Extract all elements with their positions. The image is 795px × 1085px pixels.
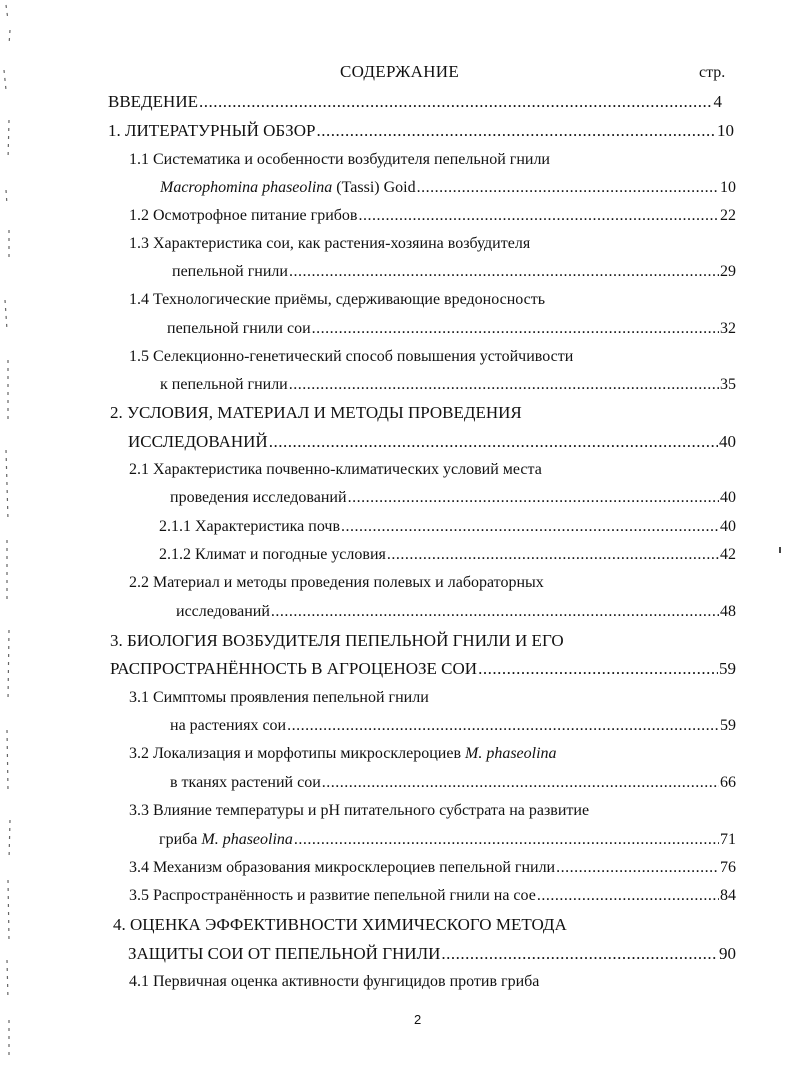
- toc-entry-2-1[interactable]: проведения исследований ..... 40: [170, 488, 736, 508]
- toc-entry-3-5[interactable]: 3.5 Распространённость и развитие пепельной гнили на сое ..... 84: [129, 886, 736, 906]
- toc-entry-4-1-line1: 4.1 Первичная оценка активности фунгицидов против гриба: [129, 973, 540, 990]
- toc-entry-chapter-3-line1: 3. БИОЛОГИЯ ВОЗБУДИТЕЛЯ ПЕПЕЛЬНОЙ ГНИЛИ И ЕГО: [110, 631, 564, 650]
- page-column-label: стр.: [699, 64, 726, 81]
- toc-entry-2-2[interactable]: исследований ..... 48: [176, 602, 736, 622]
- toc-entry-1-5[interactable]: к пепельной гнили ..... 35: [160, 375, 736, 395]
- toc-entry-3-3-line1: 3.3 Влияние температуры и pH питательного субстрата на развитие: [129, 802, 590, 819]
- toc-entry-intro[interactable]: ВВЕДЕНИЕ ..... 4: [108, 92, 722, 112]
- toc-entry-3-1-line1: 3.1 Симптомы проявления пепельной гнили: [129, 689, 429, 706]
- toc-entry-2-1-1[interactable]: 2.1.1 Характеристика почв ..... 40: [159, 517, 736, 537]
- toc-entry-2-1-line1: 2.1 Характеристика почвенно-климатических условий места: [129, 461, 542, 478]
- toc-entry-1-3[interactable]: пепельной гнили ..... 29: [172, 262, 736, 282]
- toc-entry-chapter-3[interactable]: РАСПРОСТРАНЁННОСТЬ В АГРОЦЕНОЗЕ СОИ ..... 59: [110, 659, 736, 679]
- toc-entry-1-1-line1: 1.1 Систематика и особенности возбудителя пепельной гнили: [129, 151, 550, 168]
- toc-entry-2-2-line1: 2.2 Материал и методы проведения полевых и лабораторных: [129, 574, 544, 591]
- toc-entry-chapter-4-line1: 4. ОЦЕНКА ЭФФЕКТИВНОСТИ ХИМИЧЕСКОГО МЕТОДА: [113, 915, 567, 934]
- toc-title: СОДЕРЖАНИЕ: [340, 62, 460, 81]
- toc-entry-1-4[interactable]: пепельной гнили сои ..... 32: [167, 319, 736, 339]
- page-number: 2: [414, 1012, 422, 1027]
- toc-entry-chapter-2[interactable]: ИССЛЕДОВАНИЙ ..... 40: [128, 432, 736, 452]
- toc-entry-1-2[interactable]: 1.2 Осмотрофное питание грибов ..... 22: [129, 206, 736, 226]
- toc-entry-1-5-line1: 1.5 Селекционно-генетический способ повышения устойчивости: [129, 348, 574, 365]
- toc-entry-1-1[interactable]: Macrophomina phaseolina (Tassi) Goid ..... 10: [160, 178, 736, 198]
- toc-entry-chapter-1[interactable]: 1. ЛИТЕРАТУРНЫЙ ОБЗОР ..... 10: [108, 121, 734, 141]
- toc-entry-1-4-line1: 1.4 Технологические приёмы, сдерживающие вредоносность: [129, 291, 546, 308]
- toc-entry-2-1-2[interactable]: 2.1.2 Климат и погодные условия ..... 42: [159, 545, 736, 565]
- toc-entry-3-2-line1: 3.2 Локализация и морфотипы микросклероциев M. phaseolina: [129, 745, 557, 762]
- toc-entry-3-4[interactable]: 3.4 Механизм образования микросклероциев пепельной гнили ..... 76: [129, 858, 736, 878]
- toc-entry-1-3-line1: 1.3 Характеристика сои, как растения-хозяина возбудителя: [129, 235, 531, 252]
- scan-speck: [779, 547, 781, 553]
- toc-entry-3-2[interactable]: в тканях растений сои ..... 66: [170, 773, 736, 793]
- toc-entry-3-1[interactable]: на растениях сои ..... 59: [170, 716, 736, 736]
- toc-entry-chapter-2-line1: 2. УСЛОВИЯ, МАТЕРИАЛ И МЕТОДЫ ПРОВЕДЕНИЯ: [110, 403, 522, 422]
- toc-entry-3-3[interactable]: гриба M. phaseolina ..... 71: [159, 830, 736, 850]
- toc-entry-chapter-4[interactable]: ЗАЩИТЫ СОИ ОТ ПЕПЕЛЬНОЙ ГНИЛИ ..... 90: [128, 944, 736, 964]
